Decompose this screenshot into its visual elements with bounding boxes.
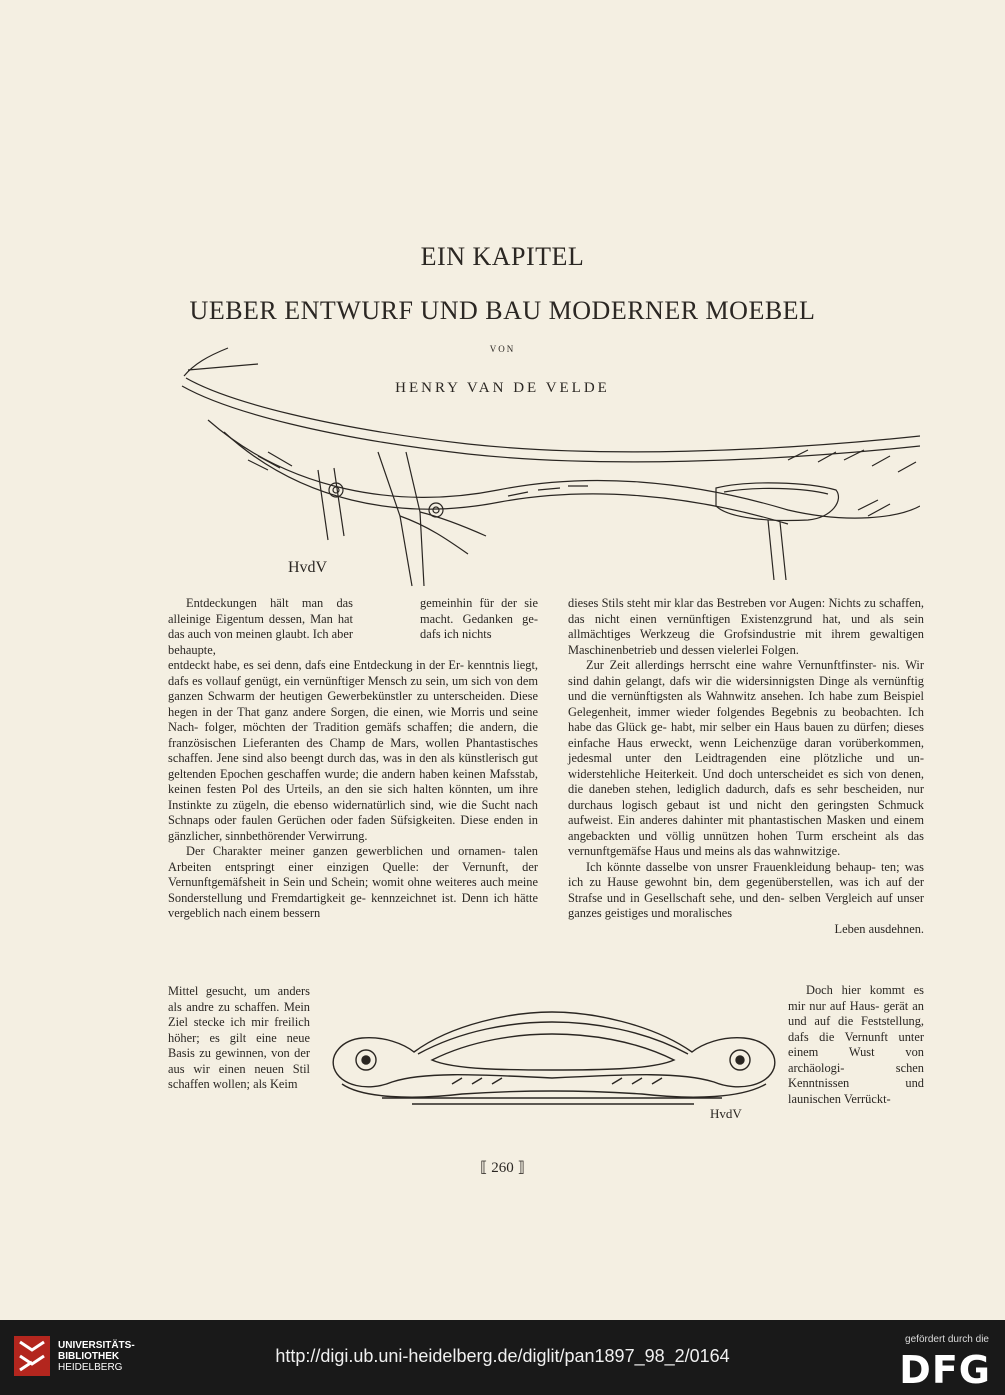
table-illustration bbox=[168, 340, 920, 588]
right-column-narrow: Doch hier kommt es mir nur auf Haus- gerät an und auf die Feststellung, dafs die Vernunft unter einem Wust von archäologi- schen Kenntnissen und launischen Verrückt- bbox=[788, 983, 924, 1106]
page-number-bracket-left-icon: ⟦ bbox=[480, 1160, 488, 1176]
library-name: UNIVERSITÄTS- BIBLIOTHEK HEIDELBERG bbox=[58, 1340, 135, 1373]
right-column-main: dieses Stils steht mir klar das Bestreben vor Augen: Nichts zu schaffen, das nicht einen vernünftigen Existenzgrund hat, und als sein allmächtiges Werkzeug die Grofsindustrie mit ihrem gewaltigen Maschinenbetrieb und dessen vielerlei Folgen. Zur Zeit allerdings herrscht eine wahre Vernunftfinster- nis. Wir sind dahin gelangt, dafs wir die widersinnigsten Dinge als vernünftig und die vernünftigsten als Wahnwitz ansehen. Ich habe zum Beispiel Gelegenheit, immer wieder folgendes Begebnis zu beobachten. Ich habe das Glück ge- habt, mir selber ein Haus bauen zu dürfen; dieses einfache Haus erweckt, wenn Leichenzüge daran vorüberkommen, jedesmal unter den Leidtragenden eine plötzliche und un- widerstehliche Heiterkeit. Und doch unterscheidet es sich von denen, die daneben stehen, lediglich dadurch, dafs es sehr bescheiden, nur durchaus logisch gebaut ist und nicht den geringsten Schmuck aufweist. Ein anderes dahinter mit phantastischen Masken und einem angebackten und völlig unnützen hohen Turm erscheint als das vernunftgemäfse Haus und meins als das wahnwitzige. Ich könnte dasselbe von unsrer Frauenkleidung behaup- ten; was ich zu Hause gewohnt bin, dem gegenüberstellen, was ich auf der Strafse und in Gesellschaft sehe, und den- selben Vergleich auf unser ganzes geistiges und moralisches Leben ausdehnen. bbox=[568, 596, 924, 936]
left-column-main: entdeckt habe, es sei denn, dafs eine Entdeckung in der Er- kenntnis liegt, dafs es vollauf genügt, ein vernünftiger Mensch zu sein, um sich von dem ganzen Schwarm der heutigen Gewerbekünstler zu unterscheiden. Diese hegen in der That ganz andere Sorgen, die einen, wie Morris und seine Nach- folger, möchten der Tradition gemäfs schaffen; die andern, die französischen Lieferanten des Champ de Mars, wollen Phantastisches schaffen. Jene sind also beengt durch das, was in den als künstlerisch gut geltenden Epochen geschaffen wurde; die andern haben keinen Mafsstab, keinen festen Pol des Urteils, an den sie sich halten könnten, um ihre Instinkte zu zügeln, die ebenso widernatürlich sind, wie die Sucht nach Schnaps oder faulen Gerüchen oder faden Süfsigkeiten. Diese enden in gänzlicher, sinnbethörender Verwirrung. Der Charakter meiner ganzen gewerblichen und ornamen- talen Arbeiten entspringt einer einzigen Quelle: der Vernunft, der Vernunftgemäfsheit in Sein und Schein; womit ohne weiteres auch meine Sonderstellung und Fremdartigkeit ge- kennzeichnet ist. Denn ich hätte vergeblich nach einem bessern bbox=[168, 658, 538, 920]
table-monogram: HvdV bbox=[288, 559, 328, 576]
footer-bar bbox=[0, 1320, 1005, 1395]
funded-by-label: gefördert durch die bbox=[905, 1334, 989, 1345]
page-number: ⟦ 260 ⟧ bbox=[480, 1160, 525, 1176]
author-name: HENRY VAN DE VELDE bbox=[395, 380, 610, 396]
handle-illustration bbox=[322, 994, 784, 1122]
left-column-intro-a: Entdeckungen hält man das alleinige Eigentum dessen, Man hat das auch von meinen glaubt. Ich aber behaupte, bbox=[168, 596, 353, 657]
title-line-1: EIN KAPITEL bbox=[420, 242, 585, 271]
page-number-bracket-right-icon: ⟧ bbox=[517, 1160, 525, 1176]
right-column-line-end: Leben ausdehnen. bbox=[834, 921, 924, 936]
byline-von: VON bbox=[489, 344, 516, 354]
source-url-link[interactable]: http://digi.ub.uni-heidelberg.de/diglit/pan1897_98_2/0164 bbox=[275, 1346, 730, 1366]
handle-monogram: HvdV bbox=[710, 1106, 742, 1121]
title-line-2: UEBER ENTWURF UND BAU MODERNER MOEBEL bbox=[189, 296, 816, 325]
left-column-narrow: Mittel gesucht, um anders als andre zu schaffen. Mein Ziel stecke ich mir freilich höher; es gilt eine neue Basis zu gewinnen, von der aus wir einen neuen Stil schaffen wollen; als Keim bbox=[168, 984, 310, 1091]
dfg-logo: DFG bbox=[899, 1348, 991, 1392]
left-column-intro-b: gemeinhin für der sie macht. Gedanken ge- dafs ich nichts bbox=[420, 596, 538, 641]
